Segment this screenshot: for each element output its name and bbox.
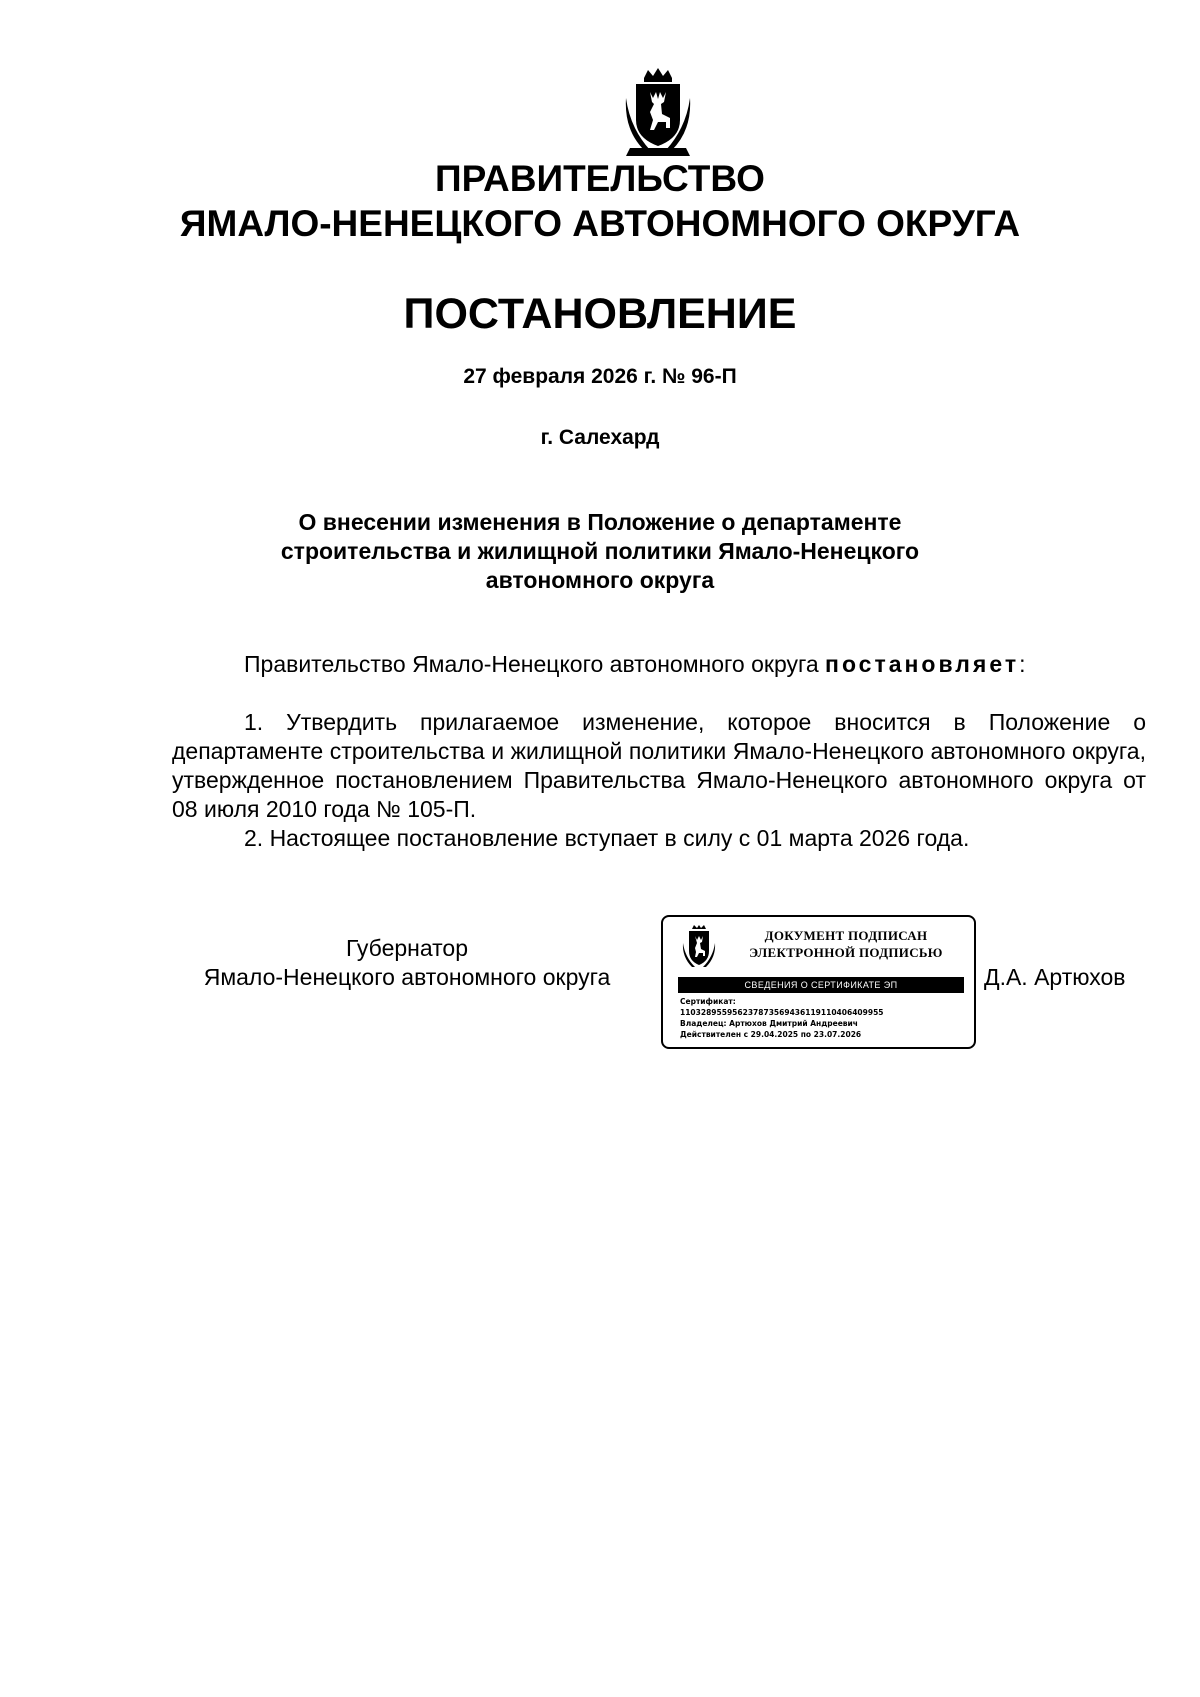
document-type: ПОСТАНОВЛЕНИЕ — [403, 290, 797, 338]
preamble-keyword: постановляет — [825, 651, 1020, 677]
certificate-details — [680, 996, 970, 1040]
stamp-title-line1: ДОКУМЕНТ ПОДПИСАН — [764, 928, 928, 943]
subject-line: строительства и жилищной политики Ямало-Ненецкого — [280, 538, 920, 564]
paragraph-item-1: 1. Утвердить прилагаемое изменение, которое вносится в Положение о департаменте строительства и жилищной политики Ямало-Ненецкого автономного округа, утвержденное постановлением Правительства Ямало-Ненецкого автономного округа от 08 июля 2010 года № 105-П. — [172, 709, 1146, 822]
position-line1: Губернатор — [345, 935, 469, 961]
position-line2: Ямало-Ненецкого автономного округа — [203, 964, 611, 990]
subject-line: О внесении изменения в Положение о департаменте — [298, 509, 902, 535]
certificate-owner: Владелец: Артюхов Дмитрий Андреевич — [680, 1019, 858, 1028]
certificate-validity: Действителен с 29.04.2025 по 23.07.2026 — [680, 1030, 862, 1039]
electronic-signature-stamp — [661, 915, 976, 1049]
preamble-end: : — [1019, 651, 1026, 677]
coat-of-arms-icon — [620, 68, 696, 158]
certificate-number: 110328955956237873569436119110406409955 — [680, 1008, 884, 1017]
subject-line: автономного округа — [485, 567, 715, 593]
paragraph-item-2: 2. Настоящее постановление вступает в силу с 01 марта 2026 года. — [244, 825, 970, 851]
date-number: 27 февраля 2026 г. № 96-П — [463, 365, 737, 388]
preamble — [172, 650, 1146, 679]
certificate-info-bar: СВЕДЕНИЯ О СЕРТИФИКАТЕ ЭП — [678, 977, 964, 993]
document-subject — [0, 508, 1200, 595]
city: г. Салехард — [540, 426, 660, 449]
preamble-text: Правительство Ямало-Ненецкого автономного округа — [244, 651, 826, 677]
government-title-line2: ЯМАЛО-НЕНЕЦКОГО АВТОНОМНОГО ОКРУГА — [179, 203, 1021, 244]
stamp-coat-of-arms-icon — [681, 925, 717, 971]
certificate-label: Сертификат: — [680, 997, 736, 1006]
stamp-title-line2: ЭЛЕКТРОННОЙ ПОДПИСЬЮ — [749, 945, 943, 960]
signatory-position — [172, 934, 642, 992]
stamp-title — [723, 927, 969, 961]
signatory-name: Д.А. Артюхов — [984, 964, 1126, 990]
government-title-line1: ПРАВИТЕЛЬСТВО — [435, 158, 765, 199]
